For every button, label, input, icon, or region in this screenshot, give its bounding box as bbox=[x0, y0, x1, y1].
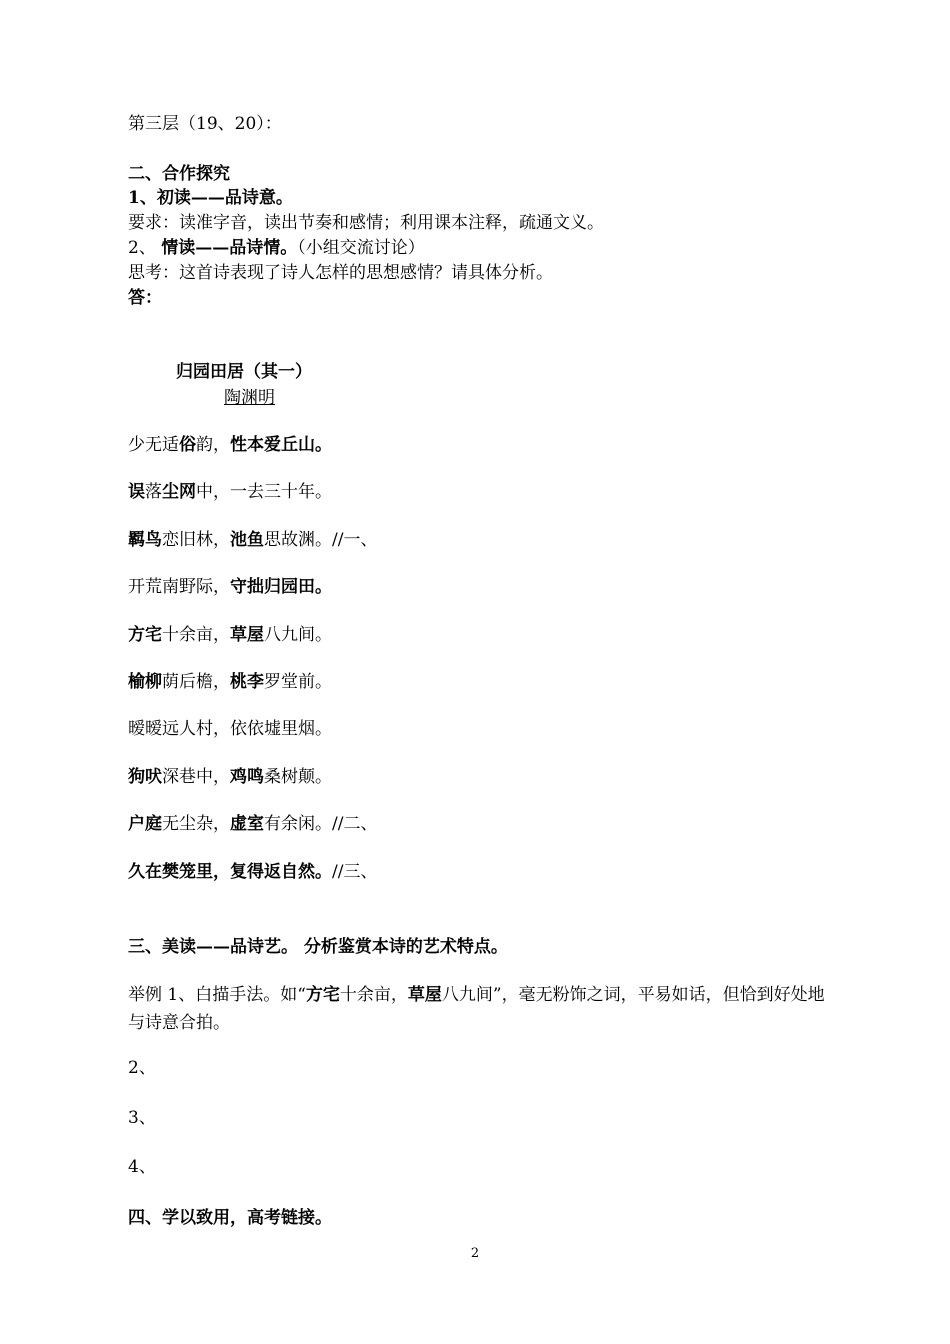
poem-segment: 守拙归园田。 bbox=[230, 577, 332, 597]
item2-note: （小组交流讨论） bbox=[297, 238, 425, 258]
poem-segment: 暧暧远人村，依依墟里烟。 bbox=[128, 719, 332, 739]
section3-item-2: 2、 bbox=[128, 1058, 156, 1078]
poem-line bbox=[128, 433, 332, 457]
poem-segment: 罗堂前。 bbox=[264, 672, 332, 692]
poem-segment: 恋旧林， bbox=[162, 530, 230, 550]
poem-segment: 开荒南野际， bbox=[128, 577, 230, 597]
poem-segment: 深巷中， bbox=[162, 767, 230, 787]
poem-segment: 思故渊。//一、 bbox=[264, 530, 378, 550]
poem-segment: 鸡鸣 bbox=[230, 767, 264, 787]
poem-segment: 少无适 bbox=[128, 435, 179, 455]
poem-line bbox=[128, 575, 332, 599]
poem-segment: 落 bbox=[145, 482, 162, 502]
section4-heading: 四、学以致用，高考链接。 bbox=[128, 1208, 332, 1228]
section2-heading: 二、合作探究 bbox=[128, 164, 230, 184]
poem-line bbox=[128, 623, 332, 647]
poem-segment: 八九间。 bbox=[264, 625, 332, 645]
poem-segment: 方宅 bbox=[128, 625, 162, 645]
layer3-text: 第三层（19、20）： bbox=[128, 114, 282, 134]
example-segment: 八九间”，毫无粉饰之词，平易如话，但恰到好处地与诗意合拍。 bbox=[128, 985, 825, 1033]
poem-segment: 榆柳 bbox=[128, 672, 162, 692]
poem-segment: 羁鸟 bbox=[128, 530, 162, 550]
poem-segment: 十余亩， bbox=[162, 625, 230, 645]
example-segment: 十余亩， bbox=[339, 985, 408, 1005]
item1-requirement: 要求：读准字音，读出节奏和感情；利用课本注释，疏通文义。 bbox=[128, 213, 604, 233]
page-number: 2 bbox=[470, 1246, 480, 1261]
poem-segment: 户庭 bbox=[128, 814, 162, 834]
poem-title: 归园田居（其一） bbox=[176, 362, 312, 382]
poem-segment: 无尘杂， bbox=[162, 814, 230, 834]
poem-segment: 池鱼 bbox=[230, 530, 264, 550]
poem-segment: 狗吠 bbox=[128, 767, 162, 787]
poem-segment: 俗 bbox=[179, 435, 196, 455]
example-segment: 草屋 bbox=[407, 985, 442, 1005]
example-segment: 举例 1、白描手法。如“ bbox=[128, 985, 306, 1005]
poem-author: 陶渊明 bbox=[224, 388, 275, 408]
poem-line bbox=[128, 480, 332, 504]
poem-segment: 草屋 bbox=[230, 625, 264, 645]
item2-line bbox=[128, 236, 425, 260]
poem-segment: 桑树颠。 bbox=[264, 767, 332, 787]
answer-label: 答： bbox=[128, 288, 162, 308]
poem-segment: 荫后檐， bbox=[162, 672, 230, 692]
poem-segment: 韵， bbox=[196, 435, 230, 455]
item1-title: 1、初读——品诗意。 bbox=[128, 188, 293, 208]
poem-segment: 中，一去三十年。 bbox=[196, 482, 332, 502]
poem-line bbox=[128, 812, 377, 836]
poem-line bbox=[128, 860, 377, 884]
item2-title: 情读——品诗情。 bbox=[161, 238, 298, 258]
section3-item-3: 3、 bbox=[128, 1108, 156, 1128]
poem-line bbox=[128, 765, 332, 789]
poem-line bbox=[128, 670, 332, 694]
poem-segment: 误 bbox=[128, 482, 145, 502]
poem-line bbox=[128, 717, 332, 741]
example-paragraph bbox=[128, 981, 828, 1037]
poem-segment: //三、 bbox=[332, 862, 378, 882]
poem-segment: 有余闲。//二、 bbox=[264, 814, 378, 834]
item2-number: 2、 bbox=[128, 238, 156, 258]
poem-segment: 性本爱丘山。 bbox=[230, 435, 332, 455]
section3-item-4: 4、 bbox=[128, 1157, 156, 1177]
poem-segment: 久在樊笼里，复得返自然。 bbox=[128, 862, 332, 882]
poem-segment: 桃李 bbox=[230, 672, 264, 692]
think-question: 思考：这首诗表现了诗人怎样的思想感情？请具体分析。 bbox=[128, 263, 553, 283]
section3-heading: 三、美读——品诗艺。 分析鉴赏本诗的艺术特点。 bbox=[128, 937, 508, 957]
example-segment: 方宅 bbox=[305, 985, 340, 1005]
poem-segment: 虚室 bbox=[230, 814, 264, 834]
poem-line bbox=[128, 528, 377, 552]
poem-segment: 尘网 bbox=[162, 482, 196, 502]
